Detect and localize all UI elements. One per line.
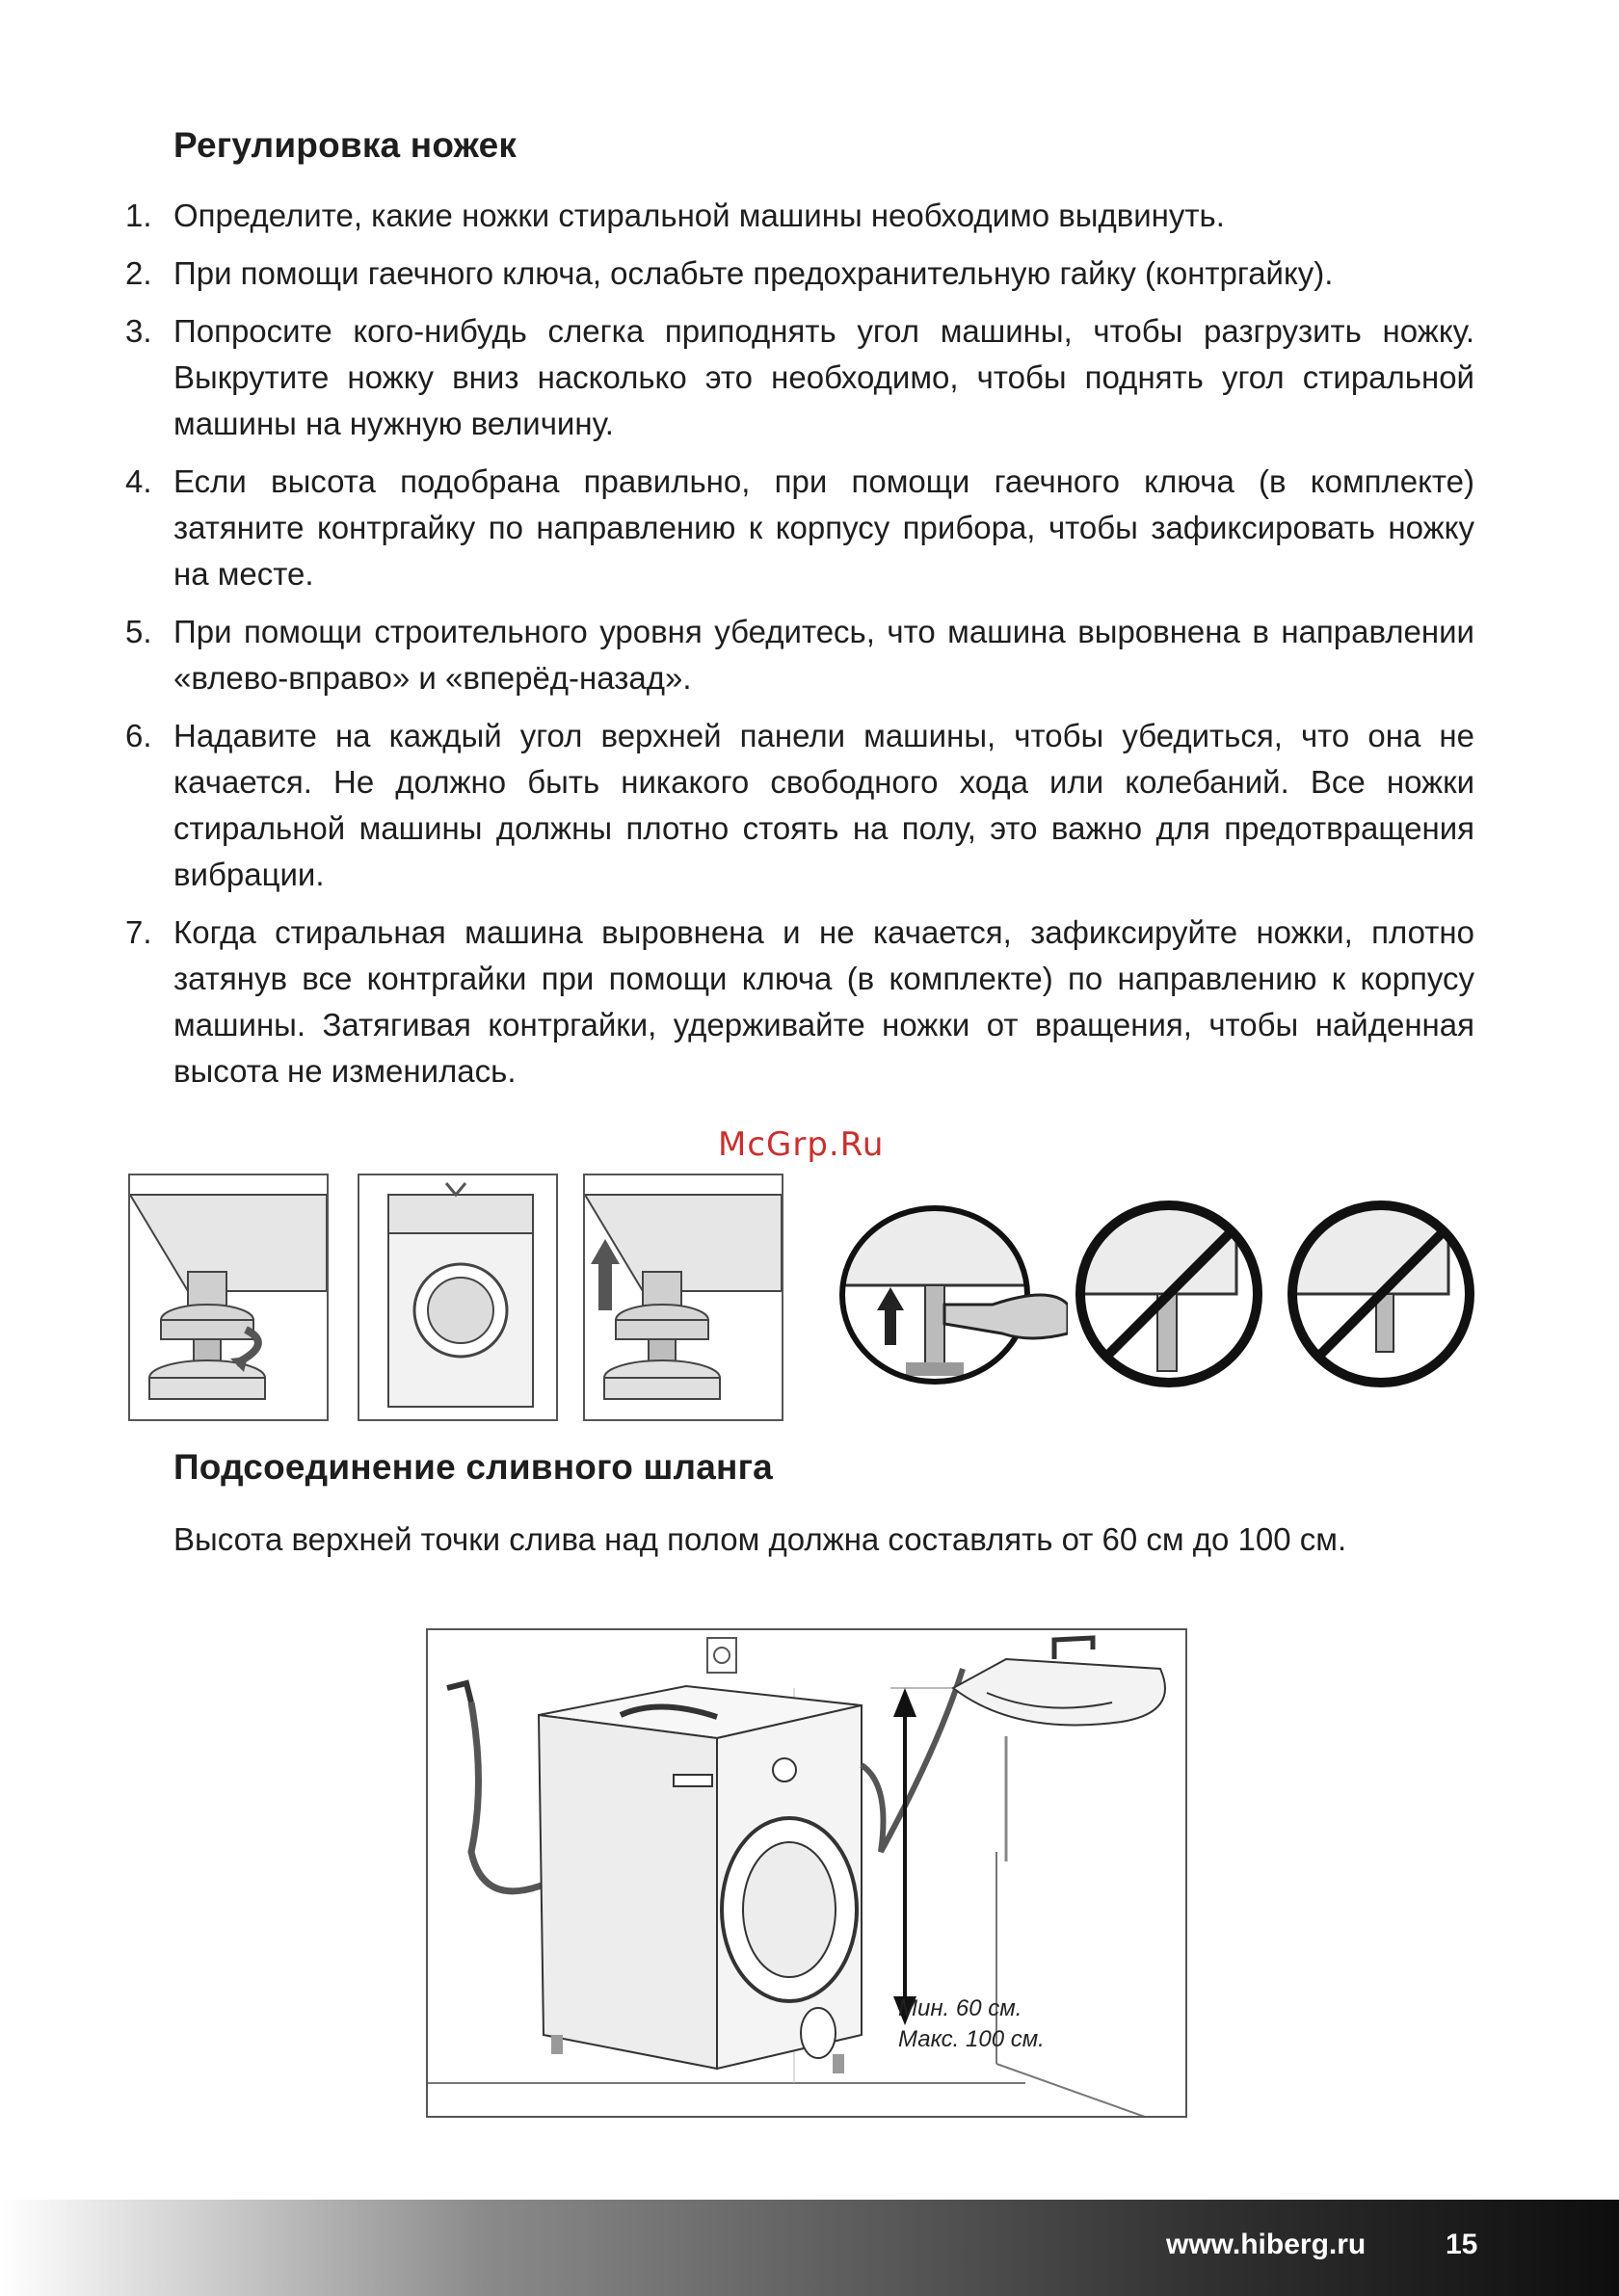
step-item xyxy=(125,910,1474,1095)
section-title-drain-hose: Подсоединение сливного шланга xyxy=(173,1447,773,1487)
step-item xyxy=(125,308,1474,447)
step-number: 1. xyxy=(125,198,152,233)
step-number: 3. xyxy=(125,313,152,349)
step-text: При помощи строительного уровня убедитесь, что машина выровнена в направлении «влево-вправо» и «вперёд-назад». xyxy=(173,614,1474,696)
min-height-label: Мин. 60 см. xyxy=(898,1995,1022,2021)
step-number: 5. xyxy=(125,614,152,649)
max-height-label: Макс. 100 см. xyxy=(898,2026,1045,2052)
machine-front-illustration xyxy=(358,1174,558,1421)
step-item xyxy=(125,459,1474,597)
step-text: При помощи гаечного ключа, ослабьте предохранительную гайку (контргайку). xyxy=(173,255,1334,291)
footer-website: www.hiberg.ru xyxy=(1166,2229,1367,2260)
drain-hose-illustration xyxy=(426,1628,1187,2118)
step-number: 7. xyxy=(125,914,152,950)
step-item xyxy=(125,609,1474,701)
step-text: Надавите на каждый угол верхней панели машины, чтобы убедиться, что она не качается. Не должно быть никакого свободного хода или колебаний. Все ножки стиральной машины должны плотно стоять на полу, это важно для предотвращения вибрации. xyxy=(173,718,1474,892)
step-text: Когда стиральная машина выровнена и не качается, зафиксируйте ножки, плотно затянув все контргайки при помощи ключа (в комплекте) по направлению к корпусу машины. Затягивая контргайки, удерживайте ножки от вращения, чтобы найденная высота не изменилась. xyxy=(173,914,1474,1089)
step-number: 6. xyxy=(125,718,152,753)
step-text: Определите, какие ножки стиральной машины необходимо выдвинуть. xyxy=(173,198,1225,233)
step-item xyxy=(125,193,1474,239)
step-item xyxy=(125,251,1474,297)
prohibited-icon xyxy=(1285,1198,1477,1390)
step-text: Если высота подобрана правильно, при помощи гаечного ключа (в комплекте) затяните контргайку по направлению к корпусу прибора, чтобы зафиксировать ножку на месте. xyxy=(173,463,1474,592)
foot-loosen-illustration xyxy=(128,1174,329,1421)
wrench-correct-illustration xyxy=(838,1199,1068,1391)
prohibited-icon xyxy=(1073,1198,1265,1390)
step-text: Попросите кого-нибудь слегка приподнять угол машины, чтобы разгрузить ножку. Выкрутите ножку вниз насколько это необходимо, чтобы поднять угол стиральной машины на нужную величину. xyxy=(173,313,1474,441)
section-title-legs: Регулировка ножек xyxy=(173,125,518,165)
step-number: 2. xyxy=(125,255,152,291)
drain-height-paragraph: Высота верхней точки слива над полом должна составлять от 60 см до 100 см. xyxy=(173,1521,1347,1557)
step-item xyxy=(125,713,1474,898)
step-number: 4. xyxy=(125,463,152,499)
page-number: 15 xyxy=(1446,2229,1478,2260)
foot-adjust-illustration xyxy=(583,1174,783,1421)
footer-bar xyxy=(0,2200,1619,2296)
steps-list xyxy=(125,193,1474,1106)
watermark: McGrp.Ru xyxy=(718,1125,885,1164)
